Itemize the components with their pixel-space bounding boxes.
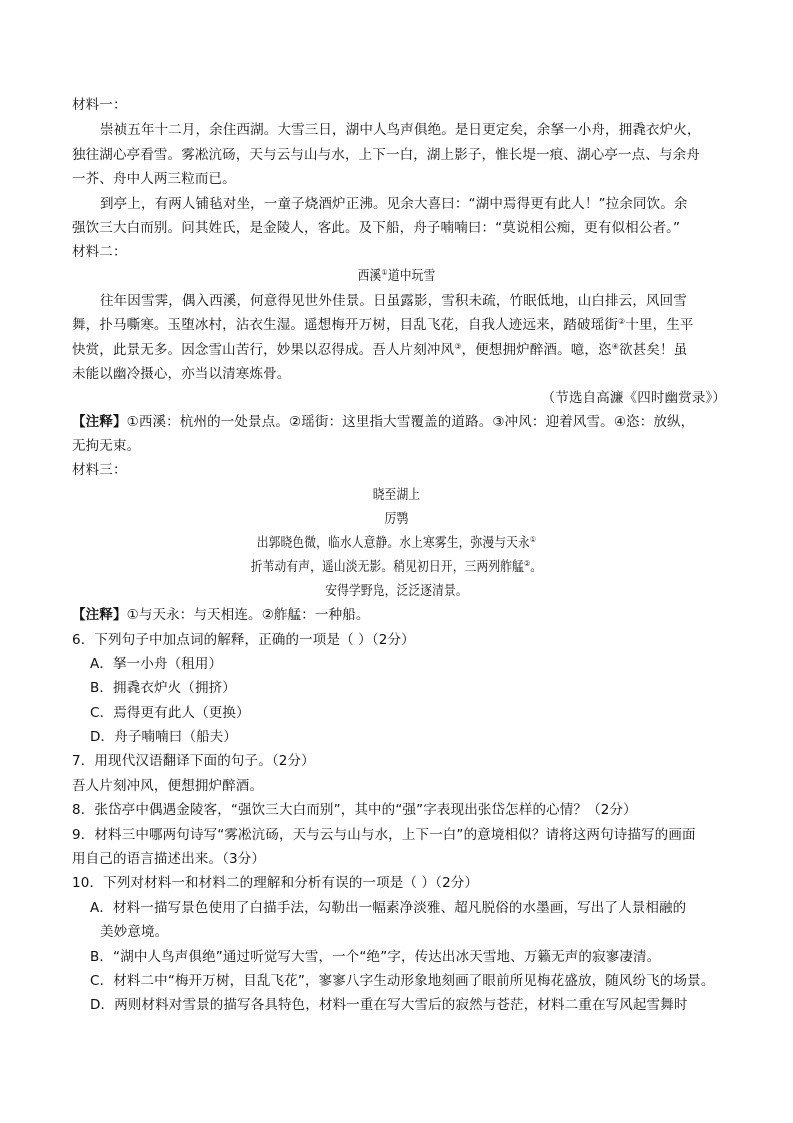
material-1-p1-line3: 一芥、舟中人两三粒而已。 [72,171,236,187]
material-2-notes-line2: 无拘无束。 [72,438,141,454]
question-6-option-c: C．焉得更有此人（更换） [90,705,250,721]
poem-line2: 折苇动有声，遥山淡无影。稍见初日开，三两列舴艋②。 [250,559,543,575]
question-10-option-a-line1: A．材料一描写景色使用了白描手法，勾勒出一幅素净淡雅、超凡脱俗的水墨画，写出了人景相融的 [90,900,687,916]
material-2-line3: 快赏，此景无多。因念雪山苦行，妙果以忍得成。吾人片刻冲风③，便想拥炉醉酒。噫，恣④欲甚矣！虽 [72,342,688,358]
poem-title: 晓至湖上 [372,487,421,503]
material-3-notes: 【注释】①与天永：与天相连。②舴艋：一种船。 [72,607,370,623]
question-7-sentence: 吾人片刻冲风，便想拥炉醉酒。 [72,778,264,794]
material-1-p2-line2: 强饮三大白而别。问其姓氏，是金陵人，客此。及下船，舟子喃喃曰：“莫说相公痴，更有似相公者。” [72,220,681,236]
material-2-line4: 未能以幽冷摄心，亦当以清寒炼骨。 [72,366,291,382]
material-2-source: （节选自高濂《四时幽赏录》） [541,390,726,406]
question-10: 10．下列对材料一和材料二的理解和分析有误的一项是（ ）（2分） [72,875,479,891]
material-1-p2-line1: 到亭上，有两人铺毡对坐，一童子烧酒炉正沸。见余大喜曰：“湖中焉得更有此人！”拉余同饮。余 [100,196,688,212]
material-1-p1-line2: 独往湖心亭看雪。雾凇沆砀，天与云与山与水，上下一白，湖上影子，惟长堤一痕、湖心亭一点、与余舟 [72,147,700,163]
question-10-option-b: B．“湖中人鸟声俱绝”通过听觉写大雪，一个“绝”字，传达出冰天雪地、万籁无声的寂寥凄清。 [90,949,661,965]
material-2-label: 材料二： [72,244,127,260]
question-8: 8．张岱亭中偶遇金陵客，“强饮三大白而别”，其中的“强”字表现出张岱怎样的心情？（2分） [72,802,637,818]
question-6: 6．下列句子中加点词的解释，正确的一项是（ ）（2分） [72,632,415,648]
question-10-option-d: D．两则材料对雪景的描写各具特色，材料一重在写大雪后的寂然与苍茫，材料二重在写风起雪舞时 [90,997,688,1013]
question-10-option-a-line2: 美妙意境。 [100,924,169,940]
poem-author: 厉鹗 [384,511,409,527]
question-6-option-b: B．拥毳衣炉火（拥挤） [90,680,236,696]
question-9-line1: 9．材料三中哪两句诗写“雾凇沆砀，天与云与山与水，上下一白”的意境相似？请将这两句诗描写的画面 [72,827,696,843]
question-6-option-d: D．舟子喃喃曰（船夫） [90,729,238,745]
material-2-title: 西溪①道中玩雪 [357,268,436,284]
poem-line3: 安得学野凫，泛泛逐清景。 [325,583,468,599]
material-2-notes-line1: 【注释】①西溪：杭州的一处景点。②瑶街：这里指大雪覆盖的道路。③冲风：迎着风雪。④恣：放纵， [72,414,695,430]
question-7: 7．用现代汉语翻译下面的句子。（2分） [72,753,315,769]
question-6-option-a: A．拏一小舟（租用） [90,656,223,672]
material-1-p1-line1: 崇祯五年十二月，余住西湖。大雪三日，湖中人鸟声俱绝。是日更定矣，余拏一小舟，拥毳衣炉火， [100,122,701,138]
material-1-label: 材料一： [72,97,127,113]
question-9-line2: 用自己的语言描述出来。（3分） [72,851,266,867]
question-10-option-c: C．材料二中“梅开万树，目乱飞花”，寥寥八字生动形象地刻画了眼前所见梅花盛放，随风纷飞的场景。 [90,973,715,989]
material-3-label: 材料三： [72,462,127,478]
poem-line1: 出郭晓色微，临水人意静。水上寒雾生，弥漫与天永① [256,535,537,551]
material-2-line2: 舞，扑马嘶寒。玉堕冰村，沾衣生湿。遥想梅开万树，目乱飞花，自我人迹远来，踏破瑶街②十里，生平 [72,317,694,333]
material-2-line1: 往年因雪霁，偶入西溪，何意得见世外佳景。日虽露影，雪积未疏，竹眠低地，山白排云，风回雪 [100,293,687,309]
